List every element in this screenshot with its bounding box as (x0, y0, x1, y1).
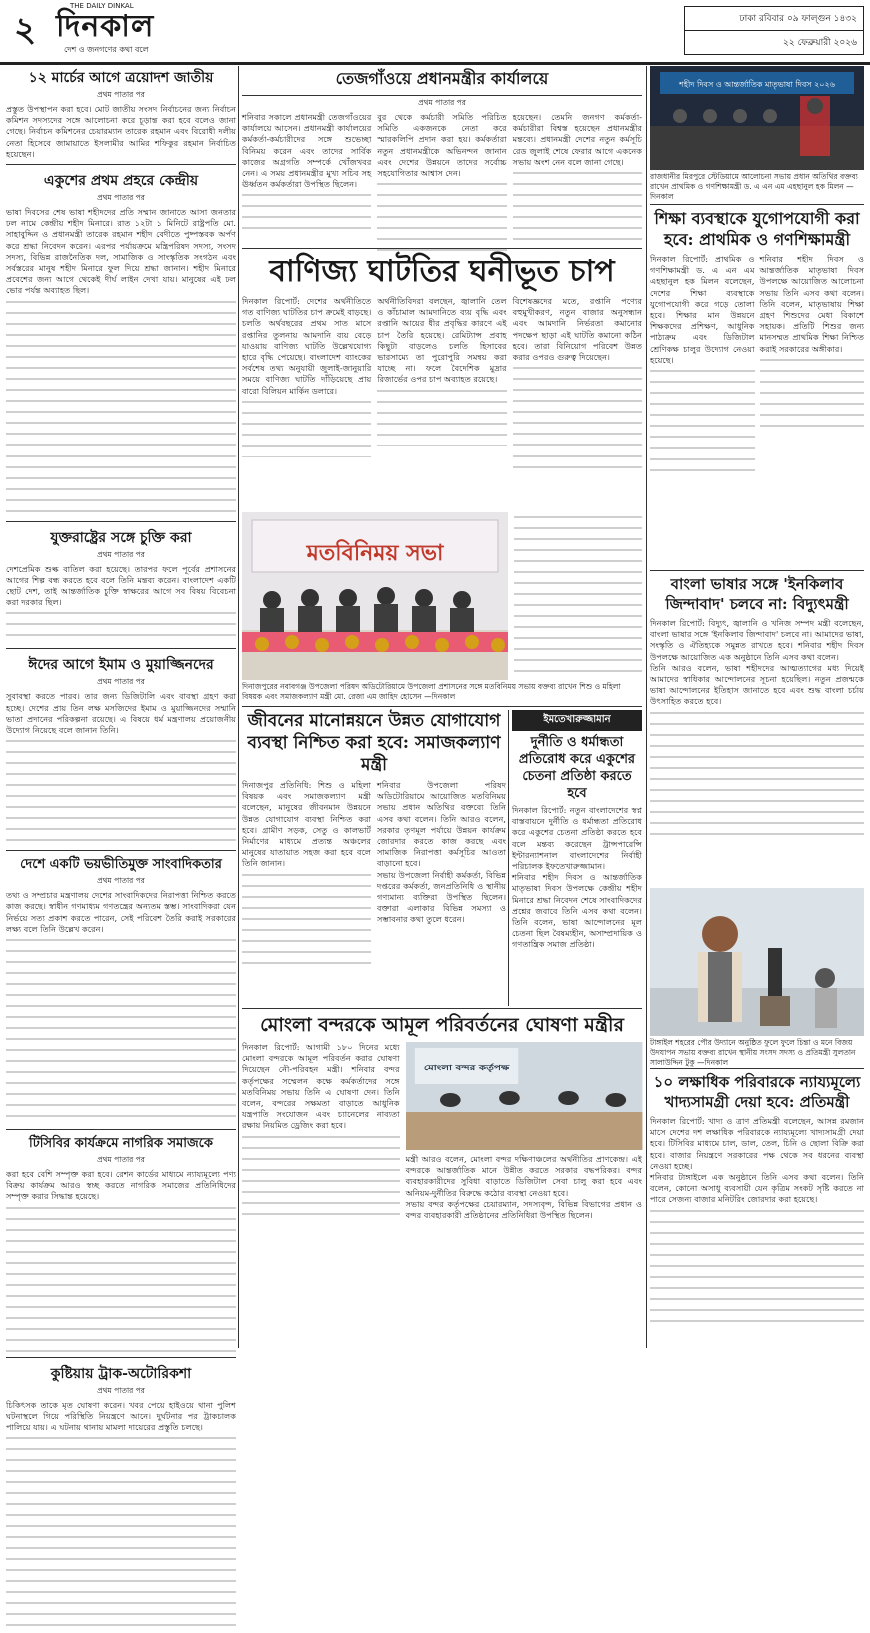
headline-kushtia: কুষ্টিয়ায় ট্রাক-অটোরিকশা (50, 1365, 192, 1382)
headline-corruption: দুর্নীতি ও ধর্মান্ধতা প্রতিরোধ করে একুশের চেতনা প্রতিষ্ঠা করতে হবে (518, 735, 636, 801)
article-text: শনিবার টাঙ্গাইলে এক অনুষ্ঠানে তিনি এসব কথা বলেন। তিনি বলেন, কোনো অসাধু ব্যবসায়ী যেন কৃত্রিম সংকট সৃষ্টি করতে না পারে সেজন্য বাজার মনিটরিং জোরদার করা হয়েছে। (650, 1172, 864, 1205)
date-box (684, 6, 864, 55)
photo-mongla-meeting (406, 1042, 642, 1150)
banner-text: মতবিনিময় সভা (306, 540, 444, 566)
headline-social-welfare: জীবনের মানোন্নয়নে উন্নত যোগাযোগ ব্যবস্থা নিশ্চিত করা হবে: সমাজকল্যাণ মন্ত্রী (247, 711, 501, 775)
article-text: শনিবার সকালে প্রধানমন্ত্রী তেজগাঁওয়ের কার্যালয়ে আসেন। প্রধানমন্ত্রী কার্যালয়ের কর্মকর্তা-কর্মচারীদের সঙ্গে শুভেচ্ছা বিনিময় করেন এবং তাদের সার্বিক কাজের অগ্রগতি সম্পর্কে খোঁজখবর নেন। এ সময় প্রধানমন্ত্রীর মুখ্য সচিব সহ ঊর্ধ্বতন কর্মকর্তারা উপস্থিত ছিলেন। (242, 112, 372, 190)
story-trade-deficit (242, 252, 642, 508)
photo-meeting-caption: দিনাজপুরের নবাবগঞ্জ উপজেলা পরিষদ অডিটোরিয়ামে উপজেলা প্রশাসনের সঙ্গে মতবিনিময় সভায় বক্তব্য রাখেন শিশু ও মহিলা বিষয়ক এবং সমাজকল্যাণ মন্ত্রী মো. রেজা এম জাহিদ হোসেন —দিনকাল (242, 682, 621, 701)
article-text: মন্ত্রী আরও বলেন, মোংলা বন্দর দক্ষিণাঞ্চলের অর্থনীতির প্রাণকেন্দ্র। এই বন্দরকে আন্তর্জাতিক মানে উন্নীত করতে সরকার বদ্ধপরিকর। বন্দর ব্যবহারকারীদের সুবিধা বাড়াতে ডিজিটাল সেবা চালু করা হবে এবং অনিয়ম-দুর্নীতির বিরুদ্ধে কঠোর ব্যবস্থা নেওয়া হবে। (405, 1154, 642, 1198)
tangail-photo-illustration (650, 888, 864, 1036)
article-text: বুর থেকে কর্মচারী সমিতি পরিচিত সমিতি একজনকে নেতা করে স্মারকলিপি প্রদান করা হয়। কর্মকর্তারা নতুন প্রধানমন্ত্রীকে অভিনন্দন জানান এবং দেশের উন্নয়নে তাদের সর্বোচ্চ সহযোগিতার আশ্বাস দেন। (377, 112, 507, 179)
headline-election: ১২ মার্চের আগে ত্রয়োদশ জাতীয় (28, 70, 214, 86)
headline-tcb: টিসিবির কার্যক্রমে নাগরিক সমাজকে (29, 1136, 213, 1152)
kicker-label: ইমতেখারুজ্জামান (512, 710, 642, 731)
headline-education: শিক্ষা ব্যবস্থাকে যুগোপযোগী করা হবে: প্রাথমিক ও গণশিক্ষামন্ত্রী (654, 209, 860, 249)
photo-education-caption: রাজধানীর মিরপুরে স্টেডিয়ামে আলোচনা সভায় প্রধান অতিথির বক্তব্য রাখেন প্রাথমিক ও গণশিক্ষামন্ত্রী ড. এ এন এম এহছানুল হক মিলন —দিনকাল (650, 172, 858, 201)
article-text: দিনাজপুর প্রতিনিধি: শিশু ও মহিলা বিষয়ক এবং সমাজকল্যাণ মন্ত্রী বলেছেন, মানুষের জীবনমান উন্নয়নে উন্নত যোগাযোগ ব্যবস্থা নিশ্চিত করা হবে। গ্রামীণ সড়ক, সেতু ও কালভার্ট নির্মাণের মাধ্যমে প্রত্যন্ত অঞ্চলের মানুষের যাতায়াত সহজ করা হবে বলে তিনি জানান। (242, 780, 371, 869)
article-text: দিনকাল রিপোর্ট: আগামী ১৮০ দিনের মধ্যে মোংলা বন্দরকে আমূল পরিবর্তন করার ঘোষণা দিয়েছেন নৌ-পরিবহন মন্ত্রী। শনিবার বন্দর কর্তৃপক্ষের সম্মেলন কক্ষে কর্মকর্তাদের সঙ্গে মতবিনিময় সভায় তিনি এ ঘোষণা দেন। তিনি বলেন, বন্দরের সক্ষমতা বাড়াতে আধুনিক যন্ত্রপাতি সংযোজন এবং চ্যানেলের নাব্যতা রক্ষায় নিয়মিত ড্রেজিং করা হবে। (242, 1042, 400, 1131)
photo-education-minister (650, 66, 864, 170)
article-text: তিনি আরও বলেন, ভাষা শহীদদের আত্মত্যাগের মধ্য দিয়েই আমাদের স্বাধিকার আন্দোলনের সূচনা হয়েছিল। নতুন প্রজন্মকে ভাষা আন্দোলনের ইতিহাস জানাতে হবে এবং শুদ্ধ বাংলা চর্চায় উৎসাহিত করতে হবে। (650, 662, 864, 707)
education-photo-illustration (650, 66, 864, 170)
masthead (0, 0, 870, 65)
article-text: সুবাবস্থা করতে পারব। তার জন্য ডিজিটালি এবং বাবস্থা গ্রহণ করা হচ্ছে। দেশের প্রায় তিন লক্ষ মসজিদের ইমাম ও মুয়াজ্জিনদের সম্মানি ভাতা প্রদানের পরিকল্পনা রয়েছে। এ বিষয়ে ধর্ম মন্ত্রণালয় প্রয়োজনীয় উদ্যোগ নিয়েছে বলে জানান তিনি। (6, 691, 236, 736)
story-bangla-language (650, 574, 864, 884)
headline-usa-deal: যুক্তরাষ্ট্রের সঙ্গে চুক্তি করা (50, 529, 192, 546)
continued-label: প্রথম পাতার পর (97, 1385, 145, 1395)
column-continued-stories (6, 66, 236, 1433)
continued-label: প্রথম পাতার পর (418, 98, 466, 107)
newspaper-logo-en: THE DAILY DINKAL (70, 2, 134, 10)
continued-label: প্রথম পাতার পর (97, 1155, 145, 1165)
article-text: দিনকাল রিপোর্ট: দেশের অর্থনীতিতে গত বাণিজ্য ঘাটতির চাপ ক্রমেই বাড়ছে। চলতি অর্থবছরের প্রথম সাত মাসে রপ্তানির তুলনায় আমদানি ব্যয় বেড়ে যাওয়ায় বাণিজ্য ঘাটতি উল্লেখযোগ্য হারে বৃদ্ধি পেয়েছে। বাংলাদেশ ব্যাংকের সর্বশেষ তথ্য অনুযায়ী জুলাই-জানুয়ারি সময়ে বাণিজ্য ঘাটতি দাঁড়িয়েছে প্রায় বারো বিলিয়ন মার্কিন ডলারে। (242, 296, 372, 396)
event-banner-text: শহীদ দিবস ও আন্তর্জাতিক মাতৃভাষা দিবস ২০২৬ (679, 80, 835, 89)
article-text: চিকিৎসক তাকে মৃত ঘোষণা করেন। খবর পেয়ে হাইওয়ে থানা পুলিশ ঘটনাস্থলে গিয়ে পরিস্থিতি নিয়ন্ত্রণে আনে। দুর্ঘটনার পর ট্রাকচালক পালিয়ে যায়। এ ঘটনায় থানায় মামলা দায়েরের প্রস্তুতি চলছে। (6, 1399, 236, 1433)
article-text: শনিবার শহীদ দিবস ও আন্তর্জাতিক মাতৃভাষা দিবস উপলক্ষে আয়োজিত আলোচনা সভায় তিনি এসব কথা বলেন। তিনি বলেন, মাতৃভাষায় শিক্ষা গ্রহণ শিশুদের মেধা বিকাশে সহায়ক। প্রতিটি শিশুর জন্য মানসম্মত প্রাথমিক শিক্ষা নিশ্চিত করাই সরকারের অঙ্গীকার। (759, 254, 864, 354)
article-text: প্রস্তুত উপস্থাপন করা হবে। মোট জাতীয় সংসদ নির্বাচনের জন্য নির্বাচন কমিশন সদস্যদের সঙ্গে আলোচনা করে চূড়ান্ত করা হবে বলেও জানা গেছে। নির্বাচন কমিশনের চেয়ারম্যান তারেক রহমান এবং বিরোধী দলীয় নেতা হিসেবে জামায়াতে ইসলামীর আমির শফিকুর রহমান নির্বাচিত হয়েছেন। (6, 104, 236, 159)
article-text: বিশেষজ্ঞদের মতে, রপ্তানি পণ্যের বহুমুখীকরণ, নতুন বাজার অনুসন্ধান এবং আমদানি নির্ভরতা কমানোর পদক্ষেপ ছাড়া এই ঘাটতি কমানো কঠিন হবে। তারা বিনিয়োগ পরিবেশ উন্নত করার ওপরও গুরুত্ব দিয়েছেন। (512, 296, 642, 363)
article-text: দিনকাল রিপোর্ট: খাদ্য ও ত্রাণ প্রতিমন্ত্রী বলেছেন, আসন্ন রমজান মাসে দেশের দশ লক্ষাধিক পরিবারকে ন্যায্যমূল্যে খাদ্যসামগ্রী দেয়া হবে। টিসিবির মাধ্যমে চাল, ডাল, তেল, চিনি ও ছোলা বিক্রি করা হবে। বাজার নিয়ন্ত্রণে সরকারের পক্ষ থেকে সব ধরনের ব্যবস্থা নেওয়া হচ্ছে। (650, 1116, 864, 1171)
mongla-photo-illustration (406, 1042, 642, 1150)
article-text: শনিবার উপজেলা পরিষদ অডিটোরিয়ামে আয়োজিত মতবিনিময় সভায় প্রধান অতিথির বক্তব্যে তিনি এসব কথা বলেন। তিনি আরও বলেন, সরকার তৃণমূল পর্যায়ে উন্নয়ন কার্যক্রম জোরদার করতে কাজ করছে এবং সামাজিক নিরাপত্তা কর্মসূচির আওতা বাড়ানো হবে। (377, 780, 506, 869)
headline-mongla-port: মোংলা বন্দরকে আমূল পরিবর্তনের ঘোষণা মন্ত্রীর (260, 1014, 624, 1036)
meeting-photo-illustration (242, 512, 508, 680)
article-text: শনিবার শহীদ দিবস ও আন্তর্জাতিক মাতৃভাষা দিবস উপলক্ষে কেন্দ্রীয় শহীদ মিনারে শ্রদ্ধা নিবেদন শেষে সাংবাদিকদের প্রশ্নের জবাবে তিনি এসব কথা বলেন। তিনি বলেন, ভাষা আন্দোলনের মূল চেতনা ছিল বৈষম্যহীন, অসাম্প্রদায়িক ও গণতান্ত্রিক সমাজ প্রতিষ্ঠা। (512, 872, 642, 950)
article-text: করা হবে বেশি সম্পৃক্ত করা হবে। রেশন কার্ডের মাধ্যমে ন্যায্যমূল্যে পণ্য বিক্রয় কার্যক্রম আরও স্বচ্ছ করতে নাগরিক সমাজের প্রতিনিধিদের সম্পৃক্ত করার সিদ্ধান্ত হয়েছে। (6, 1169, 236, 1202)
article-text: দিনকাল রিপোর্ট: বিদ্যুৎ, জ্বালানি ও খনিজ সম্পদ মন্ত্রী বলেছেন, বাংলা ভাষার সঙ্গে 'ইনকিলাব জিন্দাবাদ' চলবে না। আমাদের ভাষা, সংস্কৃতি ও ঐতিহ্যকে সমুন্নত রাখতে হবে। শনিবার শহীদ দিবস উপলক্ষে আয়োজিত এক অনুষ্ঠানে তিনি এসব কথা বলেন। (650, 618, 864, 662)
headline-journalism: দেশে একটি ভয়ভীতিমুক্ত সাংবাদিকতার (20, 857, 222, 873)
continued-label: প্রথম পাতার পর (97, 90, 145, 99)
article-text: তথ্য ও সম্প্রচার মন্ত্রণালয় দেশের সাংবাদিকদের নিরাপত্তা নিশ্চিত করতে কাজ করছে। স্বাধীন গণমাধ্যম গণতন্ত্রের অন্যতম স্তম্ভ। সাংবাদিকরা যেন নির্ভয়ে সত্য প্রকাশ করতে পারেন, সেই পরিবেশ তৈরি করাই সরকারের লক্ষ্য বলে তিনি উল্লেখ করেন। (6, 890, 236, 934)
date-english: ২২ ফেব্রুয়ারী ২০২৬ (685, 30, 863, 54)
continued-label: প্রথম পাতার পর (97, 193, 145, 203)
newspaper-slogan: দেশ ও জনগণের কথা বলে (64, 45, 149, 54)
story-trade-deficit-cont (514, 512, 642, 680)
story-social-welfare (242, 710, 506, 1006)
headline-bangla-language: বাংলা ভাষার সঙ্গে 'ইনকিলাব জিন্দাবাদ' চলবে না: বিদ্যুৎমন্ত্রী (665, 575, 849, 613)
story-mongla-port (242, 1012, 642, 1348)
article-text: সভায় উপজেলা নির্বাহী কর্মকর্তা, বিভিন্ন দপ্তরের কর্মকর্তা, জনপ্রতিনিধি ও স্থানীয় গণ্যমান্য ব্যক্তিরা উপস্থিত ছিলেন। বক্তারা এলাকার বিভিন্ন সমস্যা ও সম্ভাবনার কথা তুলে ধরেন। (377, 869, 506, 925)
photo-tangail-event (650, 888, 864, 1036)
photo-meeting (242, 512, 508, 680)
page-number: ২ (14, 10, 37, 50)
headline-food-support: ১০ লক্ষাধিক পরিবারকে ন্যায্যমূল্যে খাদ্যসামগ্রী দেয়া হবে: প্রতিমন্ত্রী (653, 1073, 861, 1111)
story-food-support (650, 1072, 864, 1348)
article-text: ভাষা দিবসের শেষ ভাষা শহীদদের প্রতি সম্মান জানাতে আসা জনতার ঢল নামে কেন্দ্রীয় শহীদ মিনারে। রাত ১২টা ১ মিনিটে রাষ্ট্রপতি মো. সাহাবুদ্দিন ও প্রধানমন্ত্রী তারেক রহমান শহীদ বেদীতে পুষ্পস্তবক অর্পণ করে শ্রদ্ধা নিবেদন করেন। এরপর পর্যায়ক্রমে মন্ত্রিপরিষদ সদস্য, সংসদ সদস্য, বিভিন্ন রাজনৈতিক দল, সামাজিক ও সাংস্কৃতিক সংগঠন এবং সর্বস্তরের মানুষ শহীদ মিনারে ফুল দিয়ে শ্রদ্ধা জানান। শহীদ মিনারে প্রবেশের জন্য আগে থেকেই দীর্ঘ লাইন দেখা যায়। মানুষের এই ঢল ভোর পর্যন্ত অব্যাহত ছিল। (6, 207, 236, 296)
mongla-sign-text: মোংলা বন্দর কর্তৃপক্ষ (423, 1064, 509, 1073)
article-text: সভায় বন্দর কর্তৃপক্ষের চেয়ারম্যান, সদস্যবৃন্দ, বিভিন্ন বিভাগের প্রধান ও বন্দর ব্যবহারকারী প্রতিষ্ঠানের প্রতিনিধিরা উপস্থিত ছিলেন। (405, 1198, 642, 1221)
headline-trade-deficit: বাণিজ্য ঘাটতির ঘনীভূত চাপ (269, 254, 615, 289)
story-education (650, 208, 864, 568)
continued-label: প্রথম পাতার পর (97, 677, 145, 687)
story-tejgaon (242, 66, 642, 246)
article-text: দিনকাল রিপোর্ট: নতুন বাংলাদেশের স্বপ্ন বাস্তবায়নে দুর্নীতি ও ধর্মান্ধতা প্রতিরোধ করে একুশের চেতনা প্রতিষ্ঠা করতে হবে বলে মন্তব্য করেছেন ট্রান্সপারেন্সি ইন্টারন্যাশনাল বাংলাদেশের নির্বাহী পরিচালক ইফতেখারুজ্জামান। (512, 805, 642, 872)
newspaper-logo: দিনকাল (56, 9, 155, 44)
article-text: হয়েছেন। তেমনি জনগণ কর্মকর্তা-কর্মচারীরা বিশ্বস্ত হয়েছেন প্রধানমন্ত্রীর মন্তব্যে। প্রধানমন্ত্রী দেশের নতুন কর্মসূচি রেড জুলাই শেষে ফেরার আগে একনেক সভায় অংশ নেন বলে জানা গেছে। (512, 112, 642, 167)
continued-label: প্রথম পাতার পর (97, 876, 145, 886)
article-text: অর্থনীতিবিদরা বলছেন, জ্বালানি তেল ও কাঁচামাল আমদানিতে ব্যয় বৃদ্ধি এবং রপ্তানি আয়ের ধীর প্রবৃদ্ধির কারণে এই চাপ তৈরি হয়েছে। রেমিট্যান্স প্রবাহ কিছুটা বাড়লেও চলতি হিসাবের ভারসাম্যে তা পুরোপুরি সমন্বয় করা যাচ্ছে না। ফলে বৈদেশিক মুদ্রার রিজার্ভের ওপর চাপ অব্যাহত রয়েছে। (377, 296, 507, 385)
story-corruption (512, 710, 642, 1006)
photo-tangail-caption: টাঙ্গাইল শহরের পৌর উদ্যানে অনুষ্ঠিত ফুলে ফুলে চিন্তা ও মনে বিজয় উদযাপন সভায় বক্তব্য রাখেন স্থানীয় সংসদ সদস্য ও প্রতিমন্ত্রী সুলতান সালাউদ্দিন টুকু —দিনকাল (650, 1038, 856, 1067)
article-text: দিনকাল রিপোর্ট: প্রাথমিক ও গণশিক্ষামন্ত্রী ড. এ এন এম এহছানুল হক মিলন বলেছেন, দেশের শিক্ষা ব্যবস্থাকে যুগোপযোগী করে গড়ে তোলা হবে। শিক্ষার মান উন্নয়নে শিক্ষকদের প্রশিক্ষণ, আধুনিক পাঠ্যক্রম এবং ডিজিটাল শ্রেণিকক্ষ চালুর উদ্যোগ নেওয়া হয়েছে। (650, 254, 755, 365)
headline-imam: ঈদের আগে ইমাম ও মুয়াজ্জিনদের (28, 657, 214, 674)
continued-label: প্রথম পাতার পর (97, 549, 145, 559)
headline-tejgaon: তেজগাঁওয়ে প্রধানমন্ত্রীর কার্যালয়ে (242, 66, 642, 96)
article-text: দেশপ্রেমিক শুল্ক বাতিল করা হয়েছে। তারপর ফলে পূর্বের প্রশাসনের আগের শিল্প বন্ধ করতে হবে বলে তিনি মন্তব্য করেন। বাংলাদেশ একটি ছোট দেশ, তাই আন্তর্জাতিক চুক্তি স্বাক্ষরের আগে সব বিষয় বিবেচনা করা দরকার ছিল। (6, 563, 236, 608)
headline-shaheed-minar: একুশের প্রথম প্রহরে কেন্দ্রীয় (43, 173, 199, 190)
date-bengali: ঢাকা রবিবার ০৯ ফাল্গুন ১৪৩২ (739, 14, 857, 24)
